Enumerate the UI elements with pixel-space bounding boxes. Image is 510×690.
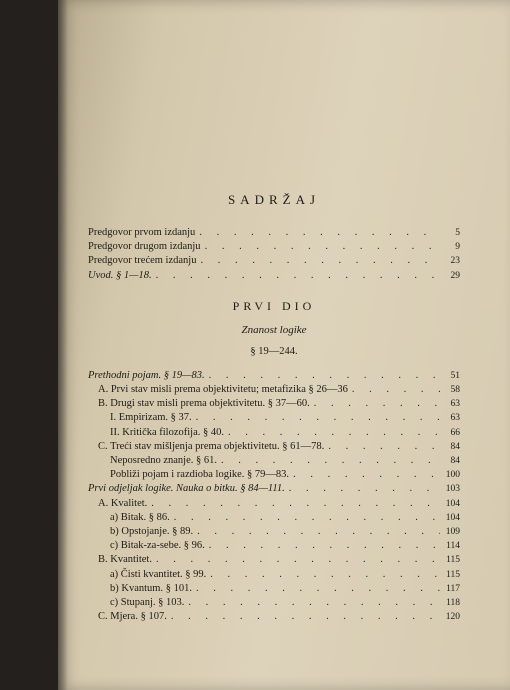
dot-leader [188, 596, 440, 609]
toc-entry [88, 610, 460, 624]
dot-leader [197, 525, 440, 538]
toc-entry [88, 254, 460, 268]
dot-leader [151, 497, 440, 510]
toc-page-number: 63 [450, 413, 460, 424]
part-title: PRVI DIO [232, 298, 316, 313]
front-matter-list [88, 226, 460, 283]
dot-leader [196, 582, 440, 595]
toc-entry-label: A. Kvalitet. [98, 497, 148, 509]
dot-leader [205, 240, 440, 253]
toc-page-number: 66 [450, 427, 460, 438]
toc-entry-label: Neposredno znanje. § 61. [110, 455, 218, 467]
dot-leader [221, 454, 440, 467]
toc-page-number: 9 [455, 242, 460, 253]
toc-entry-label: C. Treći stav mišljenja prema objektivitetu. § 61—78. [98, 440, 325, 452]
part-range: § 19—244. [250, 345, 298, 357]
part-entries-list [88, 369, 460, 625]
toc-entry-label: Predgovor prvom izdanju [88, 227, 196, 238]
toc-entry-label: c) Stupanj. § 103. [110, 597, 185, 609]
toc-entry [88, 525, 460, 539]
toc-page-number: 23 [450, 256, 460, 267]
dot-leader [210, 568, 440, 581]
dot-leader [156, 553, 440, 566]
toc-page-number: 117 [446, 583, 460, 594]
toc-entry [88, 568, 460, 582]
toc-entry [88, 397, 460, 411]
toc-entry [88, 440, 460, 454]
toc-entry-label: a) Bitak. § 86. [110, 511, 170, 523]
toc-page-number: 109 [445, 527, 460, 538]
toc-entry-label: b) Kvantum. § 101. [110, 582, 192, 594]
dot-leader [199, 226, 440, 239]
dot-leader [200, 254, 440, 267]
part-subtitle: Znanost logike [241, 323, 307, 336]
dot-leader [209, 539, 440, 552]
toc-page-number: 118 [446, 598, 460, 609]
dot-leader [289, 482, 440, 495]
toc-page-number: 58 [450, 385, 460, 396]
toc-entry-label: B. Drugi stav misli prema objektivitetu. § 37—60. [98, 398, 310, 410]
toc-page-number: 115 [446, 569, 460, 580]
toc-entry-label: A. Prvi stav misli prema objektivitetu; metafizika § 26—36 [98, 384, 348, 396]
toc-entry [88, 369, 460, 383]
table-of-contents [88, 192, 460, 624]
toc-entry [88, 226, 460, 240]
toc-entry [88, 468, 460, 482]
toc-entry [88, 240, 460, 254]
toc-entry-label: Predgovor trećem izdanju [88, 255, 197, 267]
toc-entry-label: Uvod. § 1—18. [88, 269, 152, 281]
dot-leader [174, 511, 440, 524]
toc-entry [88, 596, 460, 610]
dot-leader [209, 369, 440, 382]
dot-leader [314, 397, 440, 410]
dot-leader [171, 610, 440, 623]
toc-entry [88, 383, 460, 397]
toc-page-number: 51 [450, 370, 460, 381]
toc-entry [88, 582, 460, 596]
toc-entry [88, 426, 460, 440]
toc-entry-label: b) Opstojanje. § 89. [110, 526, 194, 538]
toc-entry-label: Prethodni pojam. § 19—83. [88, 369, 205, 381]
toc-entry [88, 269, 460, 283]
toc-entry-label: Prvi odjeljak logike. Nauka o bitku. § 84—111. [88, 483, 285, 495]
toc-entry-label: a) Čisti kvantitet. § 99. [110, 568, 207, 580]
dot-leader [352, 383, 440, 396]
toc-page-number: 120 [445, 612, 460, 623]
toc-page-number: 84 [450, 456, 460, 467]
toc-page-number: 114 [446, 541, 460, 552]
toc-entry-label: II. Kritička filozofija. § 40. [110, 426, 225, 438]
toc-page-number: 5 [455, 228, 460, 238]
toc-page-number: 103 [445, 484, 460, 495]
toc-page-number: 29 [450, 270, 460, 281]
toc-entry [88, 411, 460, 425]
toc-page-number: 104 [445, 498, 460, 509]
toc-entry [88, 454, 460, 468]
dot-leader [228, 426, 440, 439]
toc-page-number: 84 [450, 441, 460, 452]
toc-entry-label: Predgovor drugom izdanju [88, 241, 201, 253]
dot-leader [328, 440, 440, 453]
toc-page-number: 100 [445, 470, 460, 481]
toc-entry [88, 511, 460, 525]
toc-entry-label: C. Mjera. § 107. [98, 611, 167, 623]
dot-leader [196, 411, 440, 424]
toc-entry-label: c) Bitak-za-sebe. § 96. [110, 540, 205, 552]
toc-entry [88, 553, 460, 567]
toc-entry-label: B. Kvantitet. [98, 554, 152, 566]
toc-page-number: 104 [445, 512, 460, 523]
toc-entry [88, 497, 460, 511]
toc-entry-label: Pobliži pojam i razdioba logike. § 79—83. [110, 469, 290, 481]
toc-page-number: 115 [446, 555, 460, 566]
dot-leader [156, 269, 440, 282]
toc-heading: SADRŽAJ [227, 192, 321, 207]
toc-entry [88, 482, 460, 496]
dot-leader [293, 468, 440, 481]
page-fold-shadow [58, 0, 68, 690]
toc-entry-label: I. Empirizam. § 37. [110, 412, 192, 424]
toc-page-number: 63 [450, 399, 460, 410]
toc-entry [88, 539, 460, 553]
